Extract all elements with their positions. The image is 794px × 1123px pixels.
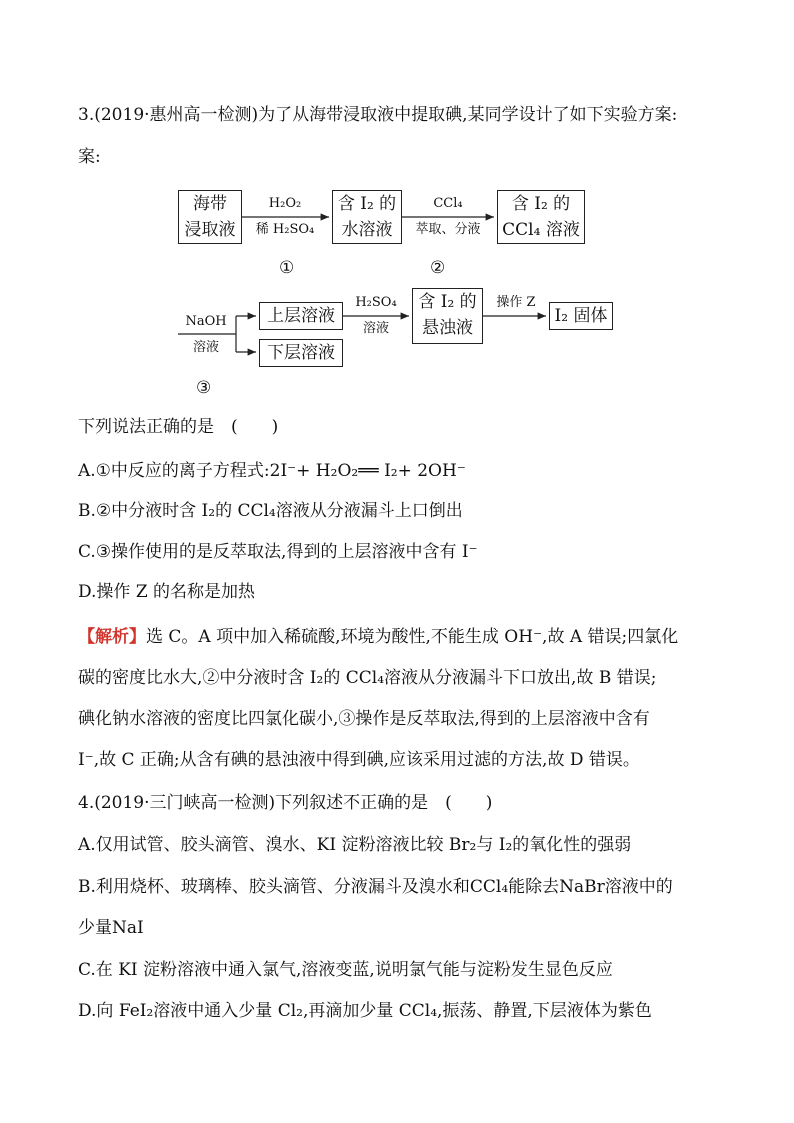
q4-option-b-cont: 少量NaI: [78, 918, 144, 938]
q4-option-b: B.利用烧杯、玻璃棒、胶头滴管、分液漏斗及溴水和CCl₄能除去NaBr溶液中的: [78, 877, 673, 897]
q3-stem-cont: 案:: [78, 147, 101, 167]
q3-option-b: B.②中分液时含 I₂的 CCl₄溶液从分液漏斗上口倒出: [78, 501, 463, 521]
analysis-line-3: 碘化钠水溶液的密度比四氯化碳小,③操作是反萃取法,得到的上层溶液中含有: [78, 709, 650, 729]
step-1-marker: ①: [279, 258, 295, 278]
arrow5-top-label: 操作 Z: [496, 295, 536, 310]
q3-option-a: A.①中反应的离子方程式:2I⁻+ H₂O₂══ I₂+ 2OH⁻: [78, 461, 466, 481]
q3-stem-text: (2019·惠州高一检测)为了从海带浸取液中提取碘,某同学设计了如下实验方案:: [94, 105, 678, 125]
q4-option-a: A.仅用试管、胶头滴管、溴水、KI 淀粉溶液比较 Br₂与 I₂的氧化性的强弱: [78, 835, 632, 855]
q3-number: 3.: [78, 105, 95, 125]
analysis-line-2: 碳的密度比水大,②中分液时含 I₂的 CCl₄溶液从分液漏斗下口放出,故 B 错误;: [78, 668, 657, 688]
q4-stem: 4.(2019·三门峡高一检测)下列叙述不正确的是 ( ): [78, 793, 493, 813]
step-3-marker: ③: [196, 378, 212, 398]
analysis-line-1: [78, 626, 678, 648]
arrow3-top-label: NaOH: [185, 314, 227, 329]
q3-prompt: 下列说法正确的是 ( ): [78, 417, 279, 437]
box-i2-suspension: 含 I₂ 的 悬浊液: [412, 288, 483, 344]
q4-option-d: D.向 FeI₂溶液中通入少量 Cl₂,再滴加少量 CCl₄,振荡、静置,下层液体为紫色: [78, 1001, 652, 1021]
box-seaweed-extract: 海带 浸取液: [178, 190, 242, 244]
arrow3-bottom-label: 溶液: [192, 340, 219, 355]
arrow1-bottom-label: 稀 H₂SO₄: [255, 222, 315, 237]
arrow4-top-label: H₂SO₄: [355, 295, 397, 310]
box-lower-layer: 下层溶液: [259, 339, 343, 367]
arrow4-bottom-label: 溶液: [362, 321, 389, 336]
analysis-text-1: 选 C。A 项中加入稀硫酸,环境为酸性,不能生成 OH⁻,故 A 错误;四氯化: [146, 627, 679, 647]
analysis-line-4: I⁻,故 C 正确;从含有碘的悬浊液中得到碘,应该采用过滤的方法,故 D 错误。: [78, 750, 640, 770]
q3-option-c: C.③操作使用的是反萃取法,得到的上层溶液中含有 I⁻: [78, 542, 478, 562]
box-i2-aqueous: 含 I₂ 的 水溶液: [332, 190, 402, 244]
arrow2-bottom-label: 萃取、分液: [415, 222, 481, 237]
q3-option-d: D.操作 Z 的名称是加热: [78, 582, 256, 602]
box-i2-solid: I₂ 固体: [549, 302, 613, 330]
q4-option-c: C.在 KI 淀粉溶液中通入氯气,溶液变蓝,说明氯气能与淀粉发生显色反应: [78, 960, 613, 980]
step-2-marker: ②: [430, 258, 446, 278]
analysis-tag: 【解析】: [78, 627, 146, 647]
arrow2-top-label: CCl₄: [433, 196, 463, 211]
arrow1-top-label: H₂O₂: [268, 196, 302, 211]
box-upper-layer: 上层溶液: [259, 302, 343, 330]
box-i2-ccl4: 含 I₂ 的 CCl₄ 溶液: [497, 190, 585, 244]
